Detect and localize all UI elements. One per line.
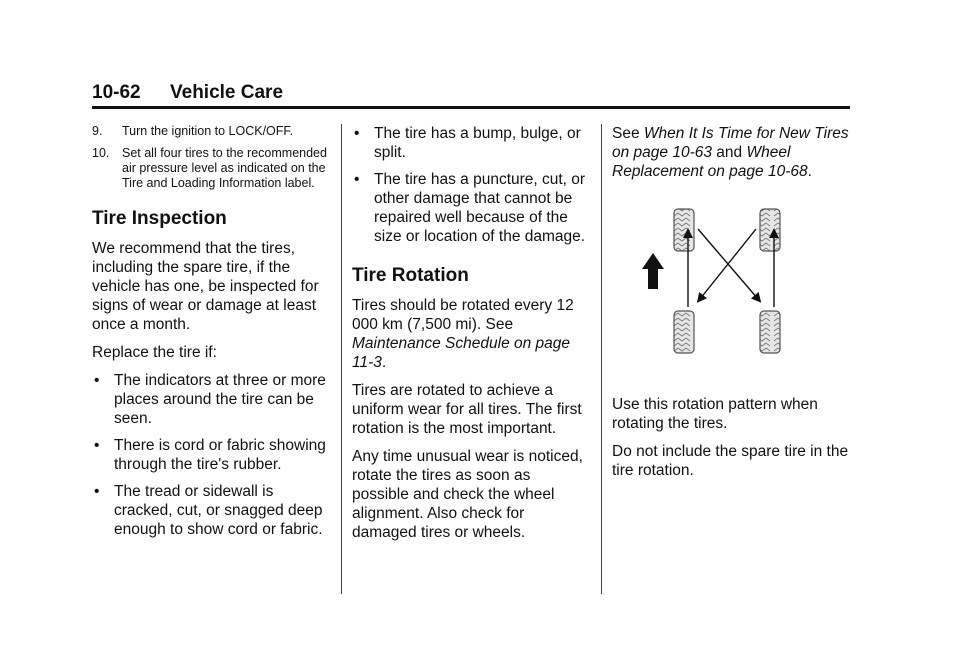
replace-if-label: Replace the tire if: xyxy=(92,344,217,361)
list-item xyxy=(92,482,328,539)
see-text: See xyxy=(612,125,644,142)
and-text: and xyxy=(711,144,747,161)
forward-direction-arrow-icon xyxy=(642,253,664,289)
list-item xyxy=(92,371,328,428)
step-item xyxy=(92,146,328,191)
list-item xyxy=(352,124,588,162)
rotation-pattern-diagram xyxy=(612,207,812,367)
column-divider xyxy=(341,124,342,594)
page-header xyxy=(92,80,850,108)
rotation-interval xyxy=(352,296,588,372)
tire-front-right-icon xyxy=(760,209,780,251)
list-item-text: The tire has a bump, bulge, or split. xyxy=(374,125,581,161)
new-tires-link[interactable]: When It Is Time for New Tires on page 10-63 xyxy=(612,125,849,161)
inspection-intro: We recommend that the tires, including the spare tire, if the vehicle has one, be inspected for signs of wear or damage at least once a month. xyxy=(92,240,319,333)
bullet-glyph: • xyxy=(94,437,100,454)
period: . xyxy=(381,354,387,371)
front-right-to-rear-left-arrow xyxy=(700,229,756,299)
column-3 xyxy=(612,124,850,489)
tire-rotation-heading: Tire Rotation xyxy=(352,265,469,286)
column-2 xyxy=(352,124,588,551)
rotation-purpose: Tires are rotated to achieve a uniform wear for all tires. The first rotation is the most important. xyxy=(352,382,582,437)
column-divider xyxy=(601,124,602,594)
list-item-text: The tire has a puncture, cut, or other damage that cannot be repaired well because of the size or location of the damage. xyxy=(374,171,586,245)
list-item xyxy=(92,436,328,474)
tire-inspection-heading: Tire Inspection xyxy=(92,208,227,229)
section-title: Vehicle Care xyxy=(170,82,284,103)
bullet-glyph: • xyxy=(94,483,100,500)
step-number: 9. xyxy=(92,124,103,138)
rotation-pattern-note: Use this rotation pattern when rotating the tires. xyxy=(612,396,818,432)
tire-rear-left-icon xyxy=(674,311,694,353)
bullet-glyph: • xyxy=(354,171,360,188)
see-references xyxy=(612,124,850,181)
rotation-diagram-svg xyxy=(612,207,812,367)
rotation-unusual-wear: Any time unusual wear is noticed, rotate the tires as soon as possible and check the wheel alignment. Also check for damaged tires or wheels. xyxy=(352,448,583,541)
step-number: 10. xyxy=(92,146,110,160)
tire-rear-right-icon xyxy=(760,311,780,353)
list-item-text: There is cord or fabric showing through the tire's rubber. xyxy=(114,437,326,473)
list-item-text: The indicators at three or more places around the tire can be seen. xyxy=(114,372,326,427)
maintenance-schedule-link[interactable]: Maintenance Schedule on page 11-3 xyxy=(352,335,571,371)
tire-front-left-icon xyxy=(674,209,694,251)
header-rule xyxy=(92,106,850,109)
list-item xyxy=(352,170,588,246)
step-item xyxy=(92,124,328,139)
period: . xyxy=(807,163,812,180)
bullet-glyph: • xyxy=(94,372,100,389)
step-text: Turn the ignition to LOCK/OFF. xyxy=(122,124,294,138)
rotation-interval-text: Tires should be rotated every 12 000 km (7,500 mi). See xyxy=(352,297,574,333)
list-item-text: The tread or sidewall is cracked, cut, or snagged deep enough to show cord or fabric. xyxy=(114,483,323,538)
bullet-glyph: • xyxy=(354,125,360,142)
spare-tire-note: Do not include the spare tire in the tire rotation. xyxy=(612,443,849,479)
step-text: Set all four tires to the recommended air pressure level as indicated on the Tire and Loading Information label. xyxy=(122,146,327,190)
wheel-replacement-link[interactable]: Wheel Replacement on page 10-68 xyxy=(612,144,808,180)
column-1 xyxy=(92,124,328,547)
page-number: 10-62 xyxy=(92,82,141,103)
